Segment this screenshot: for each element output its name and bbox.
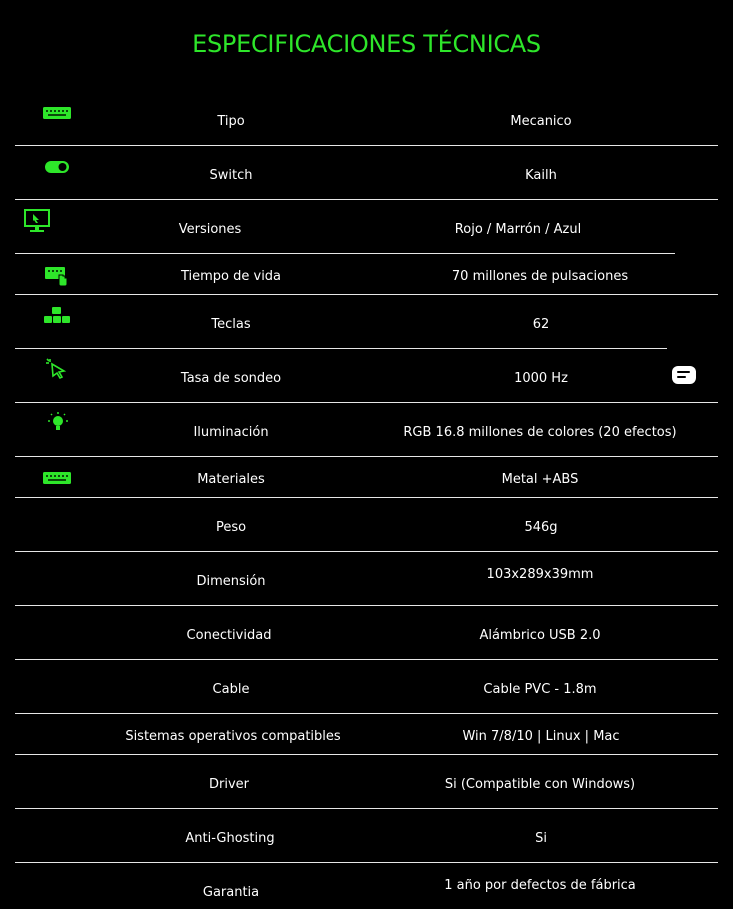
spec-label: Tasa de sondeo [180, 371, 282, 386]
spec-value: 103x289x39mm [486, 567, 594, 582]
row-divider [15, 713, 718, 714]
spec-value: 1 año por defectos de fábrica [444, 878, 636, 893]
row-divider [15, 754, 718, 755]
spec-label: Driver [208, 777, 250, 792]
spec-label: Garantia [202, 885, 260, 900]
spec-value: Mecanico [510, 114, 572, 129]
chat-bubble-icon [672, 366, 696, 384]
spec-value: 62 [532, 317, 550, 332]
keyboard-icon [42, 470, 72, 490]
monitor-cursor-icon [24, 209, 50, 237]
spec-label: Cable [212, 682, 250, 697]
spec-value: 546g [524, 520, 558, 535]
spec-value: Si (Compatible con Windows) [444, 777, 636, 792]
row-divider [15, 808, 718, 809]
row-divider [15, 659, 718, 660]
spec-value: 70 millones de pulsaciones [451, 269, 629, 284]
spec-value: Alámbrico USB 2.0 [479, 628, 601, 643]
spec-label: Peso [215, 520, 247, 535]
spec-value: Win 7/8/10 | Linux | Mac [462, 729, 620, 744]
spec-value: 1000 Hz [514, 371, 568, 386]
cursor-click-icon [46, 358, 68, 384]
spec-label: Teclas [211, 317, 251, 332]
spec-label: Conectividad [186, 628, 272, 643]
spec-value: RGB 16.8 millones de colores (20 efectos) [403, 425, 677, 440]
row-divider [15, 348, 667, 349]
keyboard-press-icon [44, 265, 70, 291]
spec-value: Si [535, 831, 547, 846]
row-divider [15, 253, 675, 254]
row-divider [15, 199, 718, 200]
toggle-switch-icon [44, 159, 70, 178]
row-divider [15, 551, 718, 552]
keycaps-icon [42, 306, 72, 328]
spec-label: Sistemas operativos compatibles [125, 729, 341, 744]
spec-label: Versiones [178, 222, 242, 237]
page-title: ESPECIFICACIONES TÉCNICAS [192, 30, 541, 58]
row-divider [15, 456, 718, 457]
spec-label: Anti-Ghosting [185, 831, 275, 846]
spec-label: Iluminación [193, 425, 269, 440]
spec-label: Tiempo de vida [180, 269, 282, 284]
spec-value: Rojo / Marrón / Azul [454, 222, 582, 237]
spec-label: Materiales [197, 472, 265, 487]
lightbulb-icon [48, 412, 68, 438]
row-divider [15, 862, 718, 863]
spec-value: Metal +ABS [501, 472, 579, 487]
spec-value: Kailh [525, 168, 557, 183]
row-divider [15, 145, 718, 146]
row-divider [15, 605, 718, 606]
spec-label: Tipo [217, 114, 245, 129]
chat-widget-button[interactable] [667, 348, 713, 402]
spec-label: Switch [209, 168, 253, 183]
spec-value: Cable PVC - 1.8m [483, 682, 597, 697]
spec-label: Dimensión [196, 574, 266, 589]
keyboard-icon [42, 105, 72, 125]
row-divider [15, 294, 718, 295]
row-divider [15, 497, 718, 498]
row-divider [15, 402, 718, 403]
